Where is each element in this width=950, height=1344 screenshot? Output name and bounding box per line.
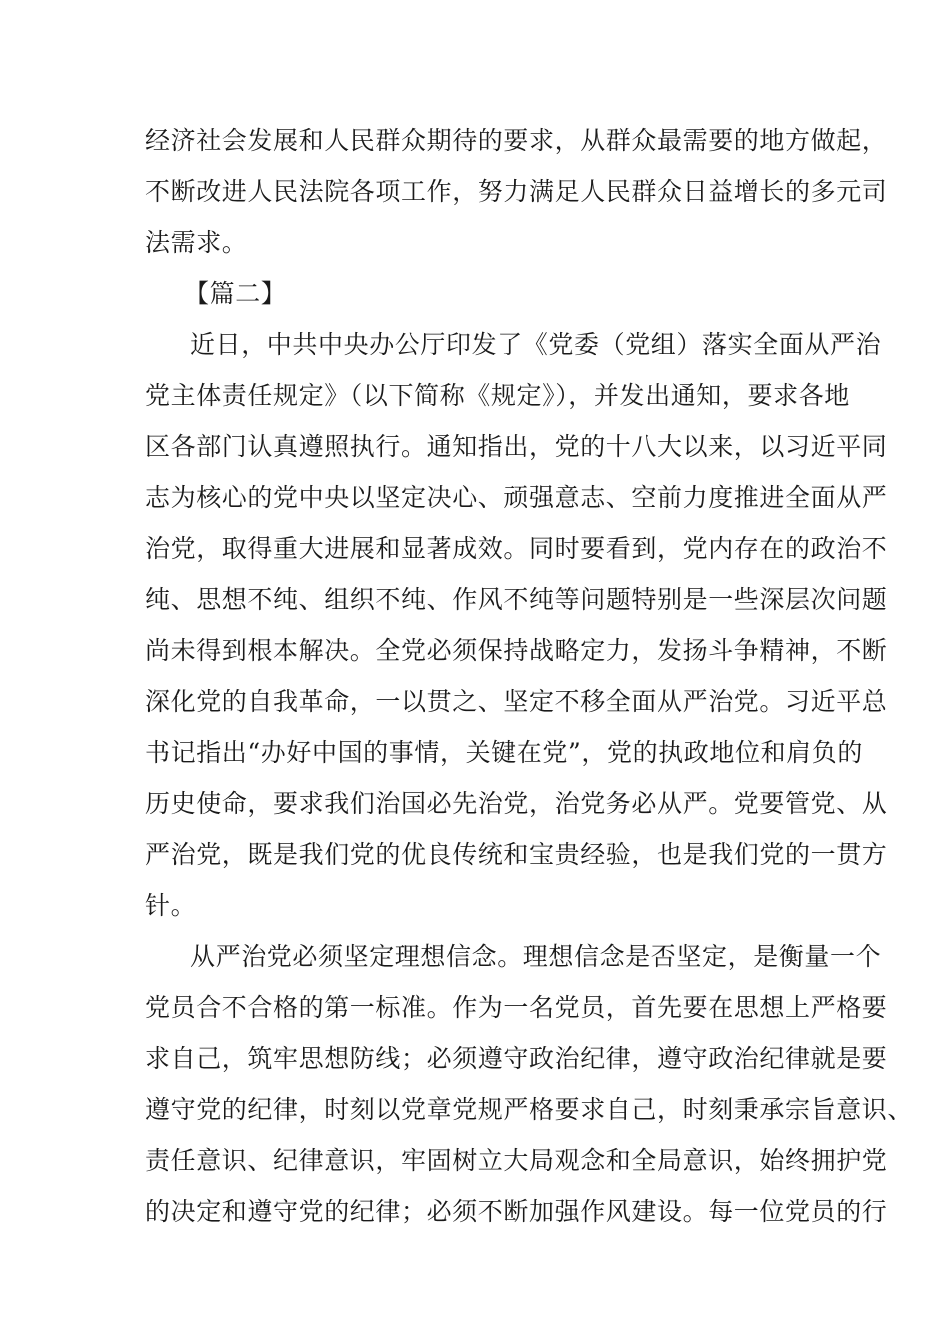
- text-line: 历史使命，要求我们治国必先治党，治党务必从严。党要管党、从: [145, 789, 888, 818]
- text-line: 经济社会发展和人民群众期待的要求，从群众最需要的地方做起，: [145, 126, 888, 155]
- text-line: 书记指出“办好中国的事情，关键在党”，党的执政地位和肩负的: [145, 738, 863, 767]
- text-line: 尚未得到根本解决。全党必须保持战略定力，发扬斗争精神，不断: [145, 636, 888, 665]
- text-line: 从严治党必须坚定理想信念。理想信念是否坚定，是衡量一个: [190, 942, 882, 971]
- text-line: 纯、思想不纯、组织不纯、作风不纯等问题特别是一些深层次问题: [145, 585, 888, 614]
- text-line: 区各部门认真遵照执行。通知指出，党的十八大以来，以习近平同: [145, 432, 888, 461]
- text-line: 的决定和遵守党的纪律；必须不断加强作风建设。每一位党员的行: [145, 1197, 888, 1226]
- text-line: 针。: [145, 891, 197, 920]
- section-heading: 【篇二】: [184, 279, 287, 308]
- text-line: 求自己，筑牢思想防线；必须遵守政治纪律，遵守政治纪律就是要: [145, 1044, 888, 1073]
- text-line: 严治党，既是我们党的优良传统和宝贵经验，也是我们党的一贯方: [145, 840, 888, 869]
- text-line: 治党，取得重大进展和显著成效。同时要看到，党内存在的政治不: [145, 534, 888, 563]
- text-line: 遵守党的纪律，时刻以党章党规严格要求自己，时刻秉承宗旨意识、: [145, 1095, 914, 1124]
- text-line: 近日，中共中央办公厅印发了《党委（党组）落实全面从严治: [190, 330, 882, 359]
- text-line: 党主体责任规定》（以下简称《规定》），并发出通知，要求各地: [145, 381, 850, 410]
- text-line: 党员合不合格的第一标准。作为一名党员，首先要在思想上严格要: [145, 993, 888, 1022]
- text-line: 志为核心的党中央以坚定决心、顽强意志、空前力度推进全面从严: [145, 483, 888, 512]
- text-line: 法需求。: [145, 228, 248, 257]
- text-line: 责任意识、纪律意识，牢固树立大局观念和全局意识，始终拥护党: [145, 1146, 888, 1175]
- text-line: 不断改进人民法院各项工作，努力满足人民群众日益增长的多元司: [145, 177, 888, 206]
- text-line: 深化党的自我革命，一以贯之、坚定不移全面从严治党。习近平总: [145, 687, 888, 716]
